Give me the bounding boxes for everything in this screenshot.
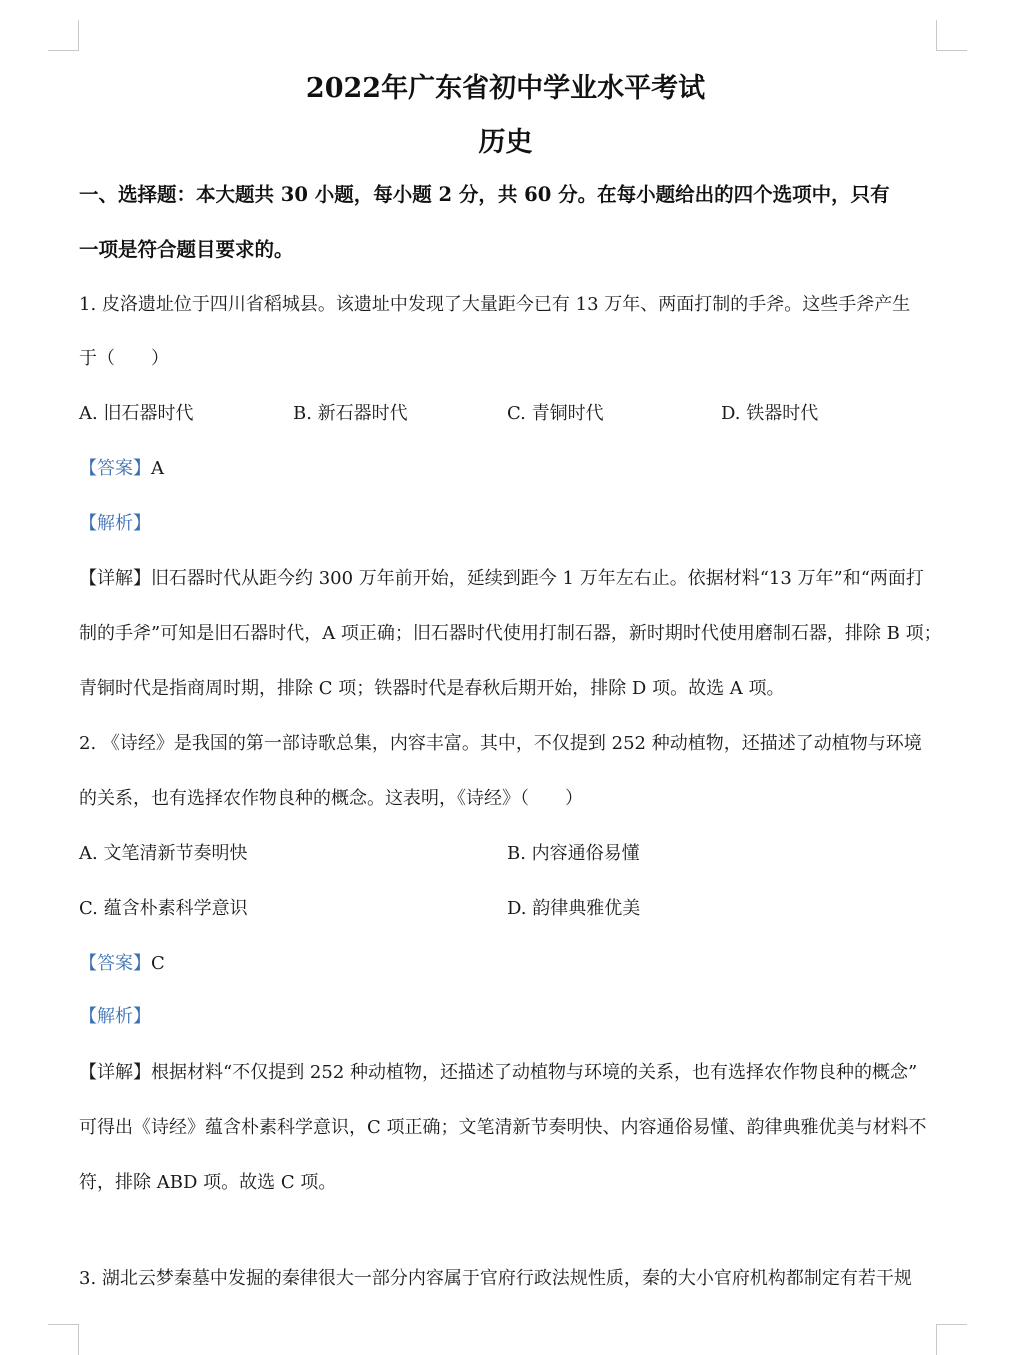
q2-stem-line-1: 2. 《诗经》是我国的第一部诗歌总集，内容丰富。其中，不仅提到 252 种动植物，还描述了动植物与环境 — [79, 733, 922, 754]
q2-option-c: C. 蕴含朴素科学意识 — [79, 898, 248, 919]
answer-tag: 【答案】 — [79, 458, 151, 479]
q2-detail-line-2: 可得出《诗经》蕴含朴素科学意识，C 项正确；文笔清新节奏明快、内容通俗易懂、韵律典雅优美与材料不 — [79, 1117, 927, 1138]
q1-detail-line-1 — [79, 566, 939, 592]
detail-tag: 【详解】 — [79, 568, 151, 589]
q1-answer — [79, 456, 939, 482]
q2-detail-line-3: 符，排除 ABD 项。故选 C 项。 — [79, 1172, 337, 1193]
q3-stem-line-1: 3. 湖北云梦秦墓中发掘的秦律很大一部分内容属于官府行政法规性质，秦的大小官府机构都制定有若干规 — [79, 1268, 912, 1289]
q1-option-d: D. 铁器时代 — [721, 403, 819, 424]
subject-title: 历史 — [478, 127, 533, 158]
detail-text: 旧石器时代从距今约 300 万年前开始，延续到距今 1 万年左右止。依据材料“13 万年”和“两面打 — [151, 568, 924, 589]
corner-mark-top-left — [48, 20, 79, 51]
section-heading-line-1: 一、选择题：本大题共 30 小题，每小题 2 分，共 60 分。在每小题给出的四个选项中，只有 — [79, 183, 890, 206]
detail-text: 根据材料“不仅提到 252 种动植物，还描述了动植物与环境的关系，也有选择农作物良种的概念” — [151, 1062, 918, 1083]
q2-detail-line-1 — [79, 1060, 939, 1086]
corner-mark-bottom-right — [936, 1324, 967, 1355]
q2-analysis-tag: 【解析】 — [79, 1006, 151, 1027]
section-heading-line-2: 一项是符合题目要求的。 — [79, 238, 294, 261]
q1-option-c: C. 青铜时代 — [507, 403, 604, 424]
q2-stem-line-2: 的关系，也有选择农作物良种的概念。这表明，《诗经》（ ） — [79, 788, 583, 809]
q1-detail-line-3: 青铜时代是指商周时期，排除 C 项；铁器时代是春秋后期开始，排除 D 项。故选 A 项。 — [79, 678, 785, 699]
q2-option-a: A. 文笔清新节奏明快 — [79, 843, 248, 864]
answer-value: C — [151, 953, 165, 974]
q1-option-a: A. 旧石器时代 — [79, 403, 194, 424]
q1-option-b: B. 新石器时代 — [293, 403, 408, 424]
corner-mark-top-right — [936, 20, 967, 51]
q2-option-b: B. 内容通俗易懂 — [507, 843, 640, 864]
q1-detail-line-2: 制的手斧”可知是旧石器时代，A 项正确；旧石器时代使用打制石器，新时期时代使用磨制石器，排除 B 项； — [79, 623, 942, 644]
q1-analysis-tag: 【解析】 — [79, 513, 151, 534]
q2-answer — [79, 951, 939, 977]
q1-stem-line-2: 于（ ） — [79, 348, 169, 369]
corner-mark-bottom-left — [48, 1324, 79, 1355]
answer-value: A — [151, 458, 164, 479]
exam-title: 2022年广东省初中学业水平考试 — [305, 73, 706, 104]
detail-tag: 【详解】 — [79, 1062, 151, 1083]
answer-tag: 【答案】 — [79, 953, 151, 974]
q2-option-d: D. 韵律典雅优美 — [507, 898, 641, 919]
q1-stem-line-1: 1. 皮洛遗址位于四川省稻城县。该遗址中发现了大量距今已有 13 万年、两面打制的手斧。这些手斧产生 — [79, 294, 911, 315]
